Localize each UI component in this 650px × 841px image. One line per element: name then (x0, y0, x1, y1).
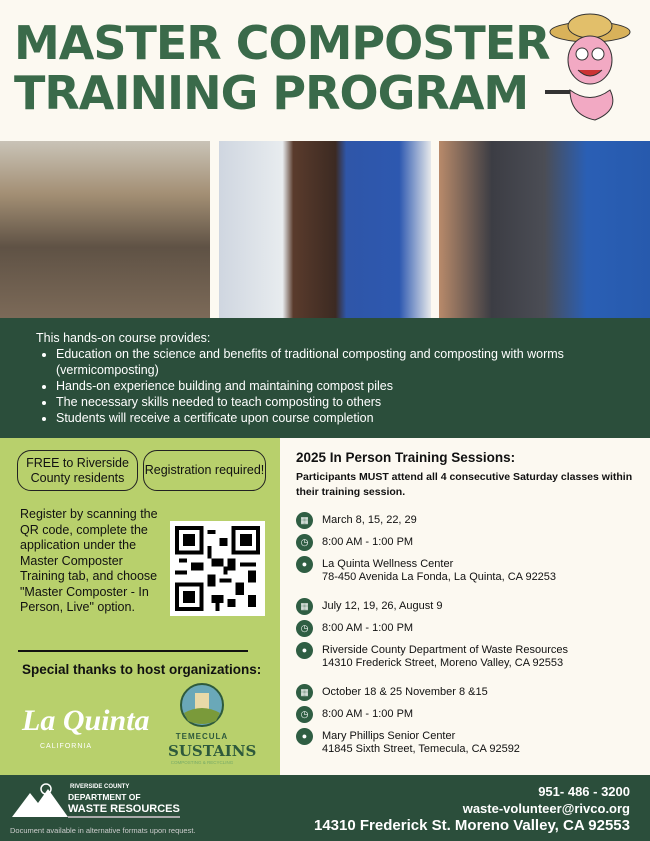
session-time-row (296, 706, 650, 723)
phone[interactable]: 951- 486 - 3200 (538, 784, 630, 799)
location-pin-icon: ● (296, 556, 313, 573)
session-dates-row (296, 512, 650, 529)
temecula-sustains-logo (168, 683, 257, 766)
bullet: • Hands-on experience building and maintaining compost piles (56, 378, 650, 394)
session-time-row (296, 534, 650, 551)
sessions-note: Participants MUST attend all 4 consecutive Saturday classes within their training session. (296, 471, 633, 498)
photo-compost-pile (0, 141, 210, 318)
session-location-row (296, 642, 650, 670)
sessions-panel (280, 438, 650, 775)
session-venue: Mary Phillips Senior Center (322, 730, 456, 742)
session-time: 8:00 AM - 1:00 PM (322, 536, 414, 548)
sessions-heading: 2025 In Person Training Sessions: (296, 450, 516, 465)
session-dates-row (296, 684, 650, 701)
disclaimer: Document available in alternative formats upon request. (10, 826, 196, 835)
photo-strip (0, 141, 650, 318)
clock-icon: ◷ (296, 706, 313, 723)
calendar-icon: ▦ (296, 598, 313, 615)
clock-icon: ◷ (296, 534, 313, 551)
thanks-heading: Special thanks to host organizations: (22, 662, 262, 677)
session-location-row (296, 556, 650, 584)
photo-certificate (219, 141, 431, 318)
session-time: 8:00 AM - 1:00 PM (322, 622, 414, 634)
email-link[interactable]: waste-volunteer@rivco.org (462, 801, 630, 816)
logo-line-2: DEPARTMENT OF (68, 792, 141, 802)
temecula-line-2: SUSTAINS (168, 742, 257, 760)
session-dates: July 12, 19, 26, August 9 (322, 600, 443, 612)
dept-waste-resources-logo (12, 781, 180, 823)
address: 14310 Frederick St. Moreno Valley, CA 92553 (314, 817, 630, 834)
calendar-icon: ▦ (296, 512, 313, 529)
temecula-line-3: COMPOSTING & RECYCLING (170, 760, 234, 765)
session-block (296, 512, 650, 584)
logo-line-1: RIVERSIDE COUNTY (70, 784, 130, 790)
course-description (0, 318, 650, 438)
session-address: 78-450 Avenida La Fonda, La Quinta, CA 92253 (322, 571, 557, 583)
intro-lead: This hands-on course provides: (36, 331, 211, 345)
temecula-line-1: TEMECULA (175, 732, 229, 741)
clock-icon: ◷ (296, 620, 313, 637)
session-address: 41845 Sixth Street, Temecula, CA 92592 (322, 743, 520, 755)
photo-worm-bin (439, 141, 650, 318)
session-dates: March 8, 15, 22, 29 (322, 514, 417, 526)
free-badge: FREE to Riverside County residents (17, 450, 138, 491)
la-quinta-logo-sub: CALIFORNIA (40, 743, 93, 750)
registration-panel (0, 438, 280, 775)
bullet: • Students will receive a certificate upon course completion (56, 410, 650, 426)
bullet: • Education on the science and benefits of traditional composting and composting with worms (vermicomposting) (56, 346, 650, 378)
worm-mascot-icon (540, 10, 640, 130)
session-dates: October 18 & 25 November 8 &15 (322, 686, 488, 698)
temecula-mission-icon (180, 683, 224, 727)
title-line-2: TRAINING PROGRAM (14, 66, 529, 120)
location-pin-icon: ● (296, 642, 313, 659)
bullet: • The necessary skills needed to teach composting to others (56, 394, 650, 410)
la-quinta-logo: La Quinta (22, 704, 150, 737)
registration-badge: Registration required! (143, 450, 266, 491)
session-location-row (296, 728, 650, 756)
page-title (14, 18, 550, 118)
session-time: 8:00 AM - 1:00 PM (322, 708, 414, 720)
session-address: 14310 Frederick Street, Moreno Valley, CA 92553 (322, 657, 564, 669)
session-venue: Riverside County Department of Waste Resources (322, 644, 568, 656)
qr-code[interactable] (170, 521, 265, 616)
logo-line-3: WASTE RESOURCES (68, 803, 180, 818)
calendar-icon: ▦ (296, 684, 313, 701)
register-instructions: Register by scanning the QR code, complete the application under the Master Composter Training tab, and choose "Master Composter - In Person, Live" option. (20, 507, 158, 614)
session-venue: La Quinta Wellness Center (322, 558, 454, 570)
session-dates-row (296, 598, 650, 615)
mountain-logo-icon (12, 781, 72, 821)
location-pin-icon: ● (296, 728, 313, 745)
title-line-1: MASTER COMPOSTER (14, 16, 550, 70)
divider (18, 650, 248, 652)
footer (0, 775, 650, 841)
session-block (296, 598, 650, 670)
session-block (296, 684, 650, 756)
session-time-row (296, 620, 650, 637)
contact-info (314, 783, 630, 834)
